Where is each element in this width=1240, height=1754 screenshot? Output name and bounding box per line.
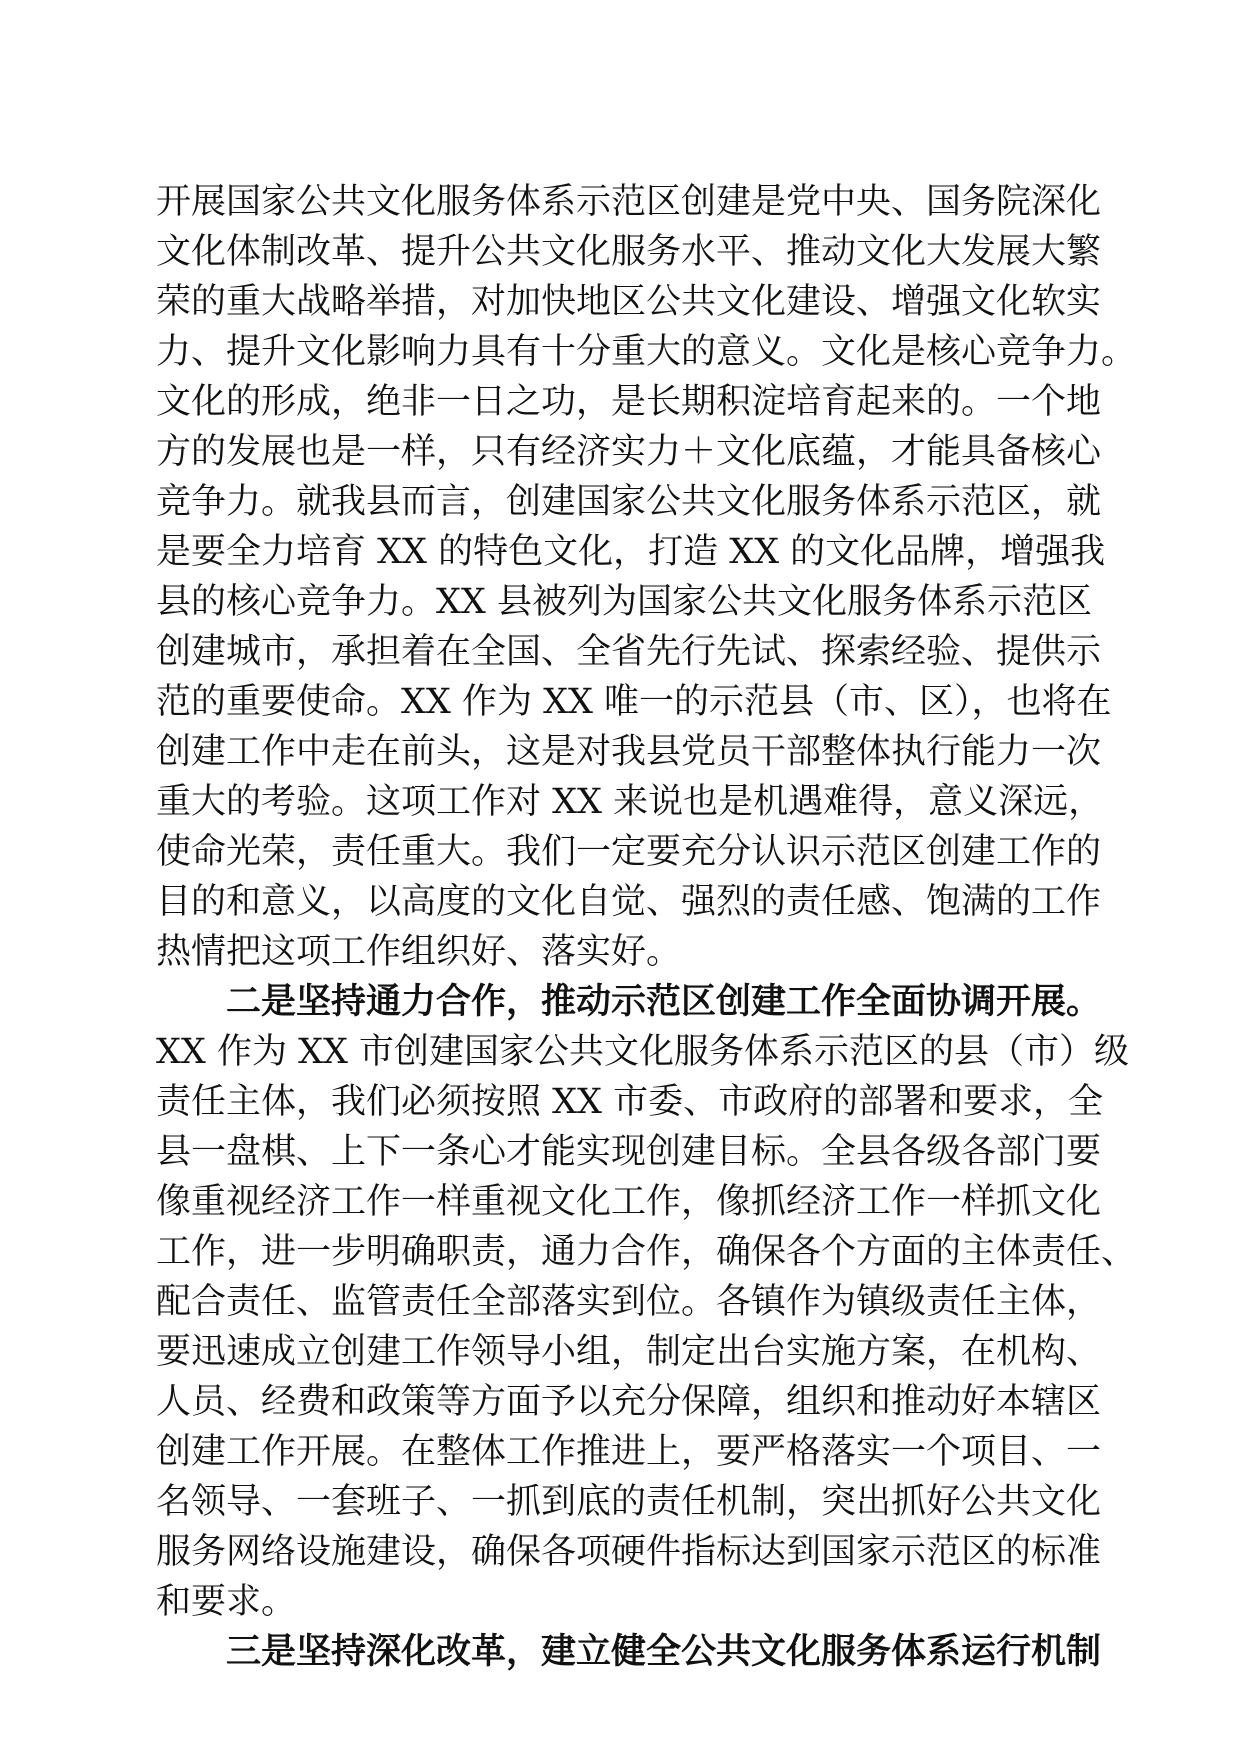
paragraph-1-line-15: 目的和意义，以高度的文化自觉、强烈的责任感、饱满的工作	[156, 882, 1102, 922]
paragraph-1-line-4: 力、提升文化影响力具有十分重大的意义。文化是核心竞争力。	[156, 332, 1137, 372]
paragraph-1-line-9: 县的核心竞争力。XX 县被列为国家公共文化服务体系示范区	[156, 582, 1092, 622]
paragraph-2-line-1: XX 作为 XX 市创建国家公共文化服务体系示范区的县（市）级	[156, 1032, 1130, 1072]
paragraph-2-line-8: 人员、经费和政策等方面予以充分保障，组织和推动好本辖区	[156, 1382, 1102, 1422]
paragraph-1-line-2: 文化体制改革、提升公共文化服务水平、推动文化大发展大繁	[156, 232, 1102, 272]
paragraph-2-line-10: 名领导、一套班子、一抓到底的责任机制，突出抓好公共文化	[156, 1482, 1102, 1522]
paragraph-2-line-3: 县一盘棋、上下一条心才能实现创建目标。全县各级各部门要	[156, 1132, 1102, 1172]
paragraph-2-line-5: 工作，进一步明确职责，通力合作，确保各个方面的主体责任、	[156, 1232, 1137, 1272]
paragraph-2-line-6: 配合责任、监管责任全部落实到位。各镇作为镇级责任主体，	[156, 1282, 1102, 1322]
paragraph-1-line-7: 竞争力。就我县而言，创建国家公共文化服务体系示范区，就	[156, 482, 1102, 522]
paragraph-1-line-10: 创建城市，承担着在全国、全省先行先试、探索经验、提供示	[156, 632, 1102, 672]
paragraph-1-line-3: 荣的重大战略举措，对加快地区公共文化建设、增强文化软实	[156, 282, 1102, 322]
section-2-heading: 二是坚持通力合作，推动示范区创建工作全面协调开展。	[226, 981, 1102, 1022]
paragraph-1-line-16: 热情把这项工作组织好、落实好。	[156, 932, 682, 972]
paragraph-2-line-12: 和要求。	[156, 1582, 297, 1622]
paragraph-2-line-7: 要迅速成立创建工作领导小组，制定出台实施方案，在机构、	[156, 1332, 1102, 1372]
paragraph-1-line-14: 使命光荣，责任重大。我们一定要充分认识示范区创建工作的	[156, 832, 1102, 872]
paragraph-1-line-8: 是要全力培育 XX 的特色文化，打造 XX 的文化品牌，增强我	[156, 532, 1106, 572]
paragraph-2-line-9: 创建工作开展。在整体工作推进上，要严格落实一个项目、一	[156, 1432, 1102, 1472]
paragraph-2-line-11: 服务网络设施建设，确保各项硬件指标达到国家示范区的标准	[156, 1532, 1102, 1572]
paragraph-1-line-12: 创建工作中走在前头，这是对我县党员干部整体执行能力一次	[156, 732, 1102, 772]
paragraph-2-line-4: 像重视经济工作一样重视文化工作，像抓经济工作一样抓文化	[156, 1182, 1102, 1222]
paragraph-1-line-11: 范的重要使命。XX 作为 XX 唯一的示范县（市、区），也将在	[156, 682, 1112, 722]
paragraph-1-line-1: 开展国家公共文化服务体系示范区创建是党中央、国务院深化	[156, 182, 1102, 222]
paragraph-2-line-2: 责任主体，我们必须按照 XX 市委、市政府的部署和要求，全	[156, 1082, 1104, 1122]
section-3-heading: 三是坚持深化改革，建立健全公共文化服务体系运行机制	[226, 1631, 1102, 1672]
paragraph-1-line-13: 重大的考验。这项工作对 XX 来说也是机遇难得，意义深远，	[156, 782, 1104, 822]
paragraph-1-line-6: 方的发展也是一样，只有经济实力＋文化底蕴，才能具备核心	[156, 432, 1102, 472]
paragraph-1-line-5: 文化的形成，绝非一日之功，是长期积淀培育起来的。一个地	[156, 382, 1102, 422]
